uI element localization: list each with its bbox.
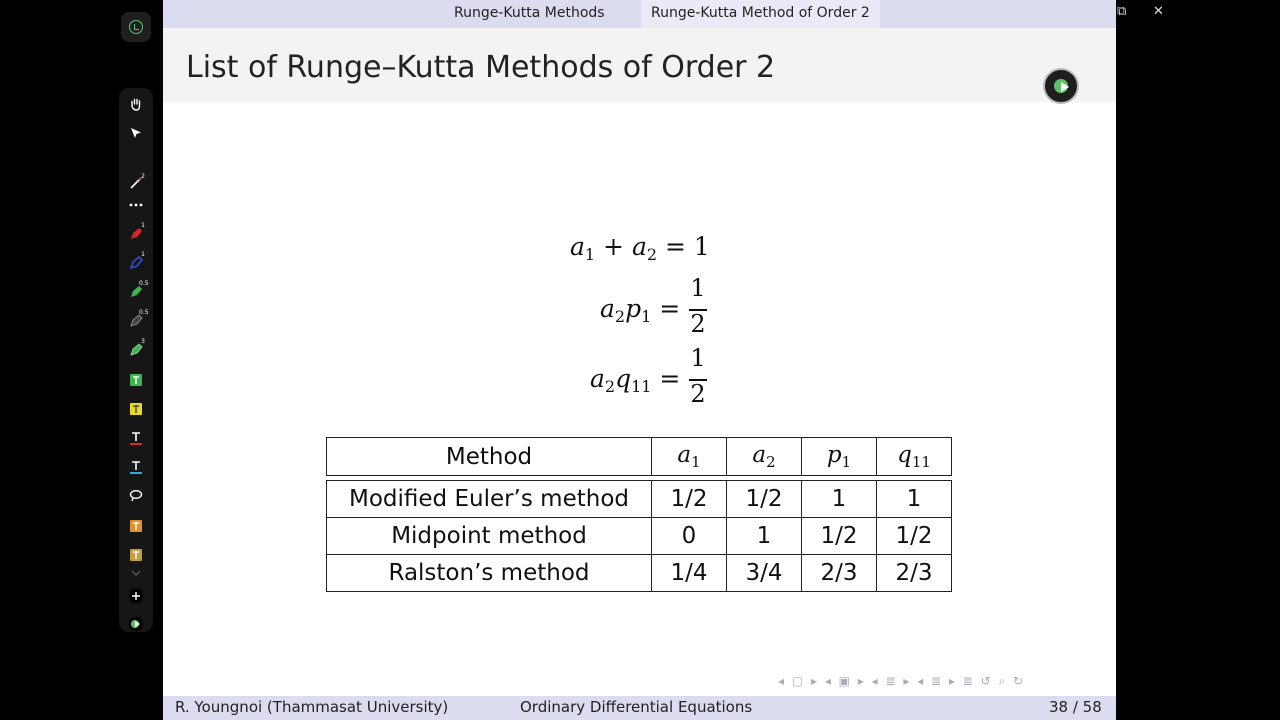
olive-text-icon	[130, 549, 142, 561]
header-a1-sub: 1	[691, 453, 701, 471]
red-text-button[interactable]	[127, 429, 145, 447]
eq1-sub-2: 2	[646, 245, 658, 264]
restore-button[interactable]: ⧉	[1117, 4, 1127, 19]
presentation-slide	[163, 0, 1116, 720]
logo-icon	[129, 20, 143, 34]
header-p1-sub: 1	[841, 453, 852, 471]
more-icon	[129, 203, 143, 207]
table-row	[327, 481, 952, 518]
black-highlighter-badge: 0.5	[139, 309, 149, 316]
eq3-denominator: 2	[690, 380, 706, 408]
eq2-sub-a: 2	[614, 307, 626, 326]
header-a2-var: a	[752, 442, 767, 468]
cell-a2: 1/2	[727, 481, 802, 518]
record-icon	[128, 616, 144, 632]
blue-text-button[interactable]	[127, 458, 145, 476]
cell-a1: 1/4	[652, 555, 727, 592]
green-pen-badge: 3	[141, 338, 145, 345]
eq3-equals: =	[659, 364, 681, 393]
chevron-down-icon	[131, 570, 141, 576]
footer-author: R. Youngnoi (Thammasat University)	[175, 698, 449, 716]
hand-icon	[129, 97, 143, 111]
pointer-icon	[129, 126, 143, 140]
plus-icon	[128, 588, 144, 604]
navigation-bar	[163, 0, 1116, 28]
lasso-icon	[129, 489, 143, 503]
method-name: Midpoint method	[327, 518, 652, 555]
equation-3	[590, 364, 680, 396]
green-text-button[interactable]	[127, 371, 145, 389]
eq1-var-a2: a	[631, 232, 647, 261]
equation-1	[570, 232, 710, 264]
orange-text-button[interactable]	[127, 517, 145, 535]
equation-2	[600, 294, 680, 326]
method-name: Ralston’s method	[327, 555, 652, 592]
header-a2	[727, 438, 802, 476]
record-toggle-button[interactable]	[127, 615, 145, 633]
header-method: Method	[327, 438, 652, 476]
footer-page-number: 38 / 58	[1049, 698, 1102, 716]
lasso-tool-button[interactable]	[127, 487, 145, 505]
eq3-var-a: a	[590, 364, 605, 393]
eq3-sub-a: 2	[604, 377, 616, 396]
eq3-sub-q: 11	[631, 377, 652, 396]
annotation-toolbar	[119, 10, 153, 632]
table-row	[327, 518, 952, 555]
screen-recorder-button[interactable]	[1043, 68, 1079, 104]
nav-section[interactable]: Runge-Kutta Methods	[454, 5, 605, 21]
beamer-navigation-symbols[interactable]: ◂ ▢ ▸ ◂ ▣ ▸ ◂ ≣ ▸ ◂ ≣ ▸ ≣ ↺ ⌕ ↻	[778, 674, 1026, 688]
header-a1-var: a	[677, 442, 692, 468]
eq2-denominator: 2	[690, 310, 706, 338]
header-q11	[877, 438, 952, 476]
cell-q11: 1	[877, 481, 952, 518]
cell-p1: 1/2	[802, 518, 877, 555]
add-tool-button[interactable]	[127, 587, 145, 605]
title-bar	[163, 28, 1116, 102]
red-pen-badge: 1	[141, 222, 145, 229]
cell-a1: 1/2	[652, 481, 727, 518]
tool-panel	[119, 88, 153, 632]
header-a1	[652, 438, 727, 476]
eq2-sub-p: 1	[641, 307, 652, 326]
cell-q11: 1/2	[877, 518, 952, 555]
eq2-var-p: p	[625, 294, 642, 323]
footer-course: Ordinary Differential Equations	[520, 698, 753, 716]
header-q11-var: q	[897, 442, 912, 468]
expand-tools-button[interactable]	[127, 568, 145, 578]
eq1-rhs: 1	[693, 232, 710, 261]
cell-p1: 1	[802, 481, 877, 518]
orange-text-icon	[130, 520, 142, 532]
header-p1-var: p	[826, 442, 842, 468]
yellow-text-button[interactable]	[127, 400, 145, 418]
table-row	[327, 555, 952, 592]
olive-text-button[interactable]	[127, 546, 145, 564]
eq1-plus: +	[603, 232, 624, 261]
red-text-icon	[130, 431, 142, 445]
green-highlighter-badge: 0.5	[139, 280, 149, 287]
pointer-tool-button[interactable]	[127, 124, 145, 142]
cell-q11: 2/3	[877, 555, 952, 592]
eq1-equals: =	[665, 232, 686, 261]
header-p1	[802, 438, 877, 476]
blue-text-icon	[130, 460, 142, 474]
eq1-sub-1: 1	[584, 245, 596, 264]
yellow-text-icon	[130, 403, 142, 415]
eq2-var-a: a	[600, 294, 615, 323]
slide-footer	[163, 696, 1116, 720]
methods-table	[326, 437, 952, 592]
green-text-icon	[130, 374, 142, 386]
slide-title: List of Runge–Kutta Methods of Order 2	[186, 50, 776, 85]
eq2-equals: =	[659, 294, 681, 323]
cell-p1: 2/3	[802, 555, 877, 592]
cell-a2: 1	[727, 518, 802, 555]
pen-size-badge: 2	[141, 173, 145, 180]
eq3-var-q: q	[615, 364, 632, 393]
method-name: Modified Euler’s method	[327, 481, 652, 518]
close-button[interactable]: ✕	[1153, 4, 1164, 19]
play-icon	[1061, 82, 1069, 92]
cell-a1: 0	[652, 518, 727, 555]
more-tools-button[interactable]	[127, 196, 145, 214]
eq1-var-a: a	[570, 232, 585, 261]
hand-tool-button[interactable]	[127, 95, 145, 113]
eq3-numerator: 1	[690, 344, 706, 372]
table-header-row	[327, 438, 952, 476]
app-logo-button[interactable]	[121, 12, 151, 42]
cell-a2: 3/4	[727, 555, 802, 592]
eq2-numerator: 1	[690, 274, 706, 302]
header-q11-sub: 11	[911, 453, 931, 471]
nav-subsection[interactable]: Runge-Kutta Method of Order 2	[641, 0, 880, 28]
header-a2-sub: 2	[766, 453, 776, 471]
blue-pen-badge: 1	[141, 251, 145, 258]
